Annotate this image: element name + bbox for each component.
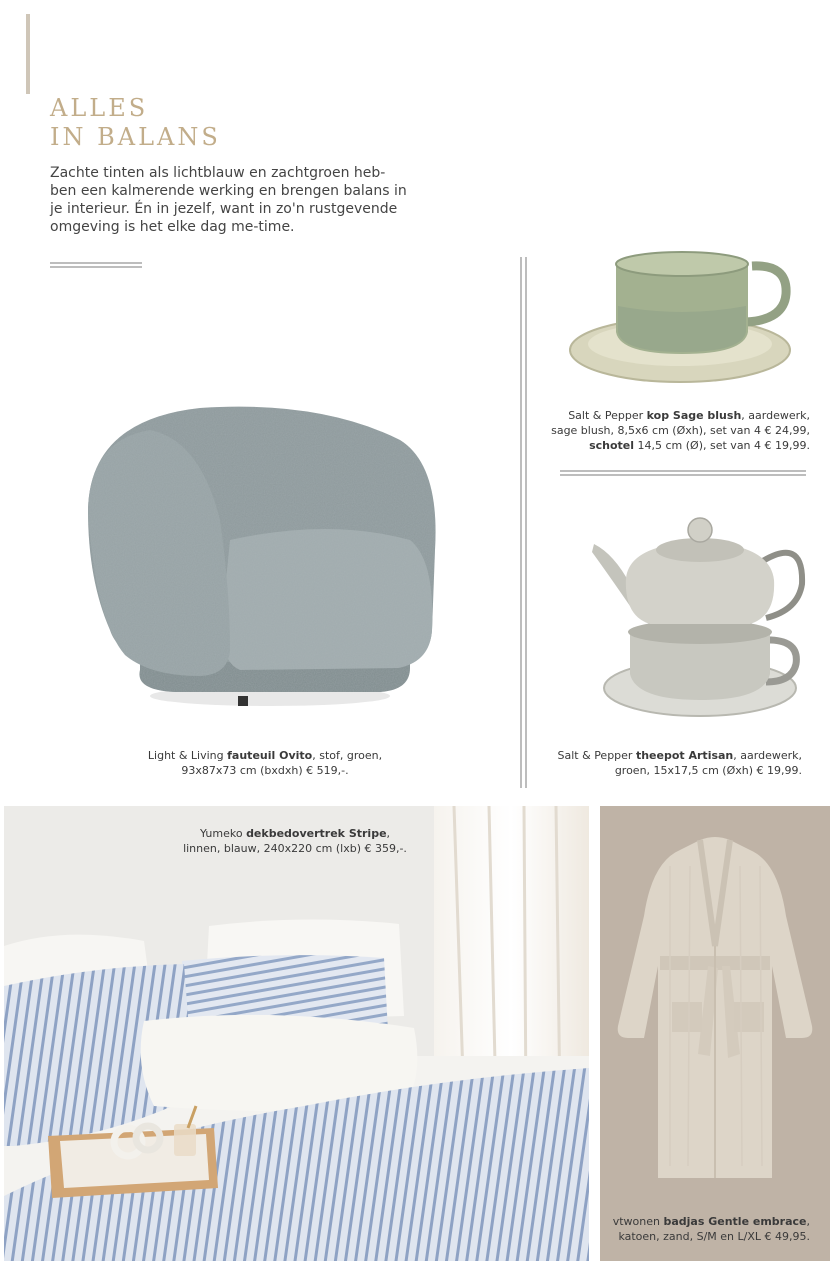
intro-text: Zachte tinten als lichtblauw en zachtgroen heb-ben een kalmerende werking en brengen balans in je interieur. Én in jezelf, want in zo'n rustgevende omgeving is het elke dag me-time.: [50, 165, 407, 235]
bathrobe-photo: [600, 806, 830, 1196]
teapot-photo: [590, 514, 810, 724]
cup-saucer-photo: [566, 246, 798, 386]
product-name: dekbedovertrek Stripe: [246, 827, 387, 840]
page-title: [50, 94, 221, 152]
caption-cup: Salt & Pepper kop Sage blush, aardewerk, sage blush, 8,5x6 cm (Øxh), set van 4 € 24,99, schotel 14,5 cm (Ø), set van 4 € 19,99.: [551, 409, 810, 452]
product-name: theepot Artisan: [635, 749, 734, 762]
accent-bar: [26, 14, 30, 94]
caption-teapot: Salt & Pepper theepot Artisan, aardewerk, groen, 15x17,5 cm (Øxh) € 19,99.: [557, 749, 802, 777]
product-name: badjas Gentle embrace: [663, 1215, 807, 1228]
divider-vertical: [520, 257, 527, 788]
product-name: kop Sage blush: [646, 409, 742, 422]
bathrobe-panel: [600, 806, 830, 1261]
armchair-photo: [80, 400, 450, 715]
title-line-1: ALLES: [50, 94, 149, 122]
caption-armchair: Light & Living fauteuil Ovito, stof, groen, 93x87x73 cm (bxdxh) € 519,-.: [147, 749, 383, 777]
bed-photo: [4, 806, 589, 1261]
caption-bathrobe: vtwonen badjas Gentle embrace, katoen, zand, S/M en L/XL € 49,95.: [612, 1215, 810, 1243]
product-name: fauteuil Ovito: [227, 749, 313, 762]
divider-cup-teapot: [560, 470, 806, 476]
title-line-2: IN BALANS: [50, 123, 221, 151]
caption-duvet: Yumeko dekbedovertrek Stripe, linnen, blauw, 240x220 cm (lxb) € 359,-.: [183, 827, 407, 855]
product-name-2: schotel: [589, 439, 635, 452]
divider-intro: [50, 262, 142, 268]
